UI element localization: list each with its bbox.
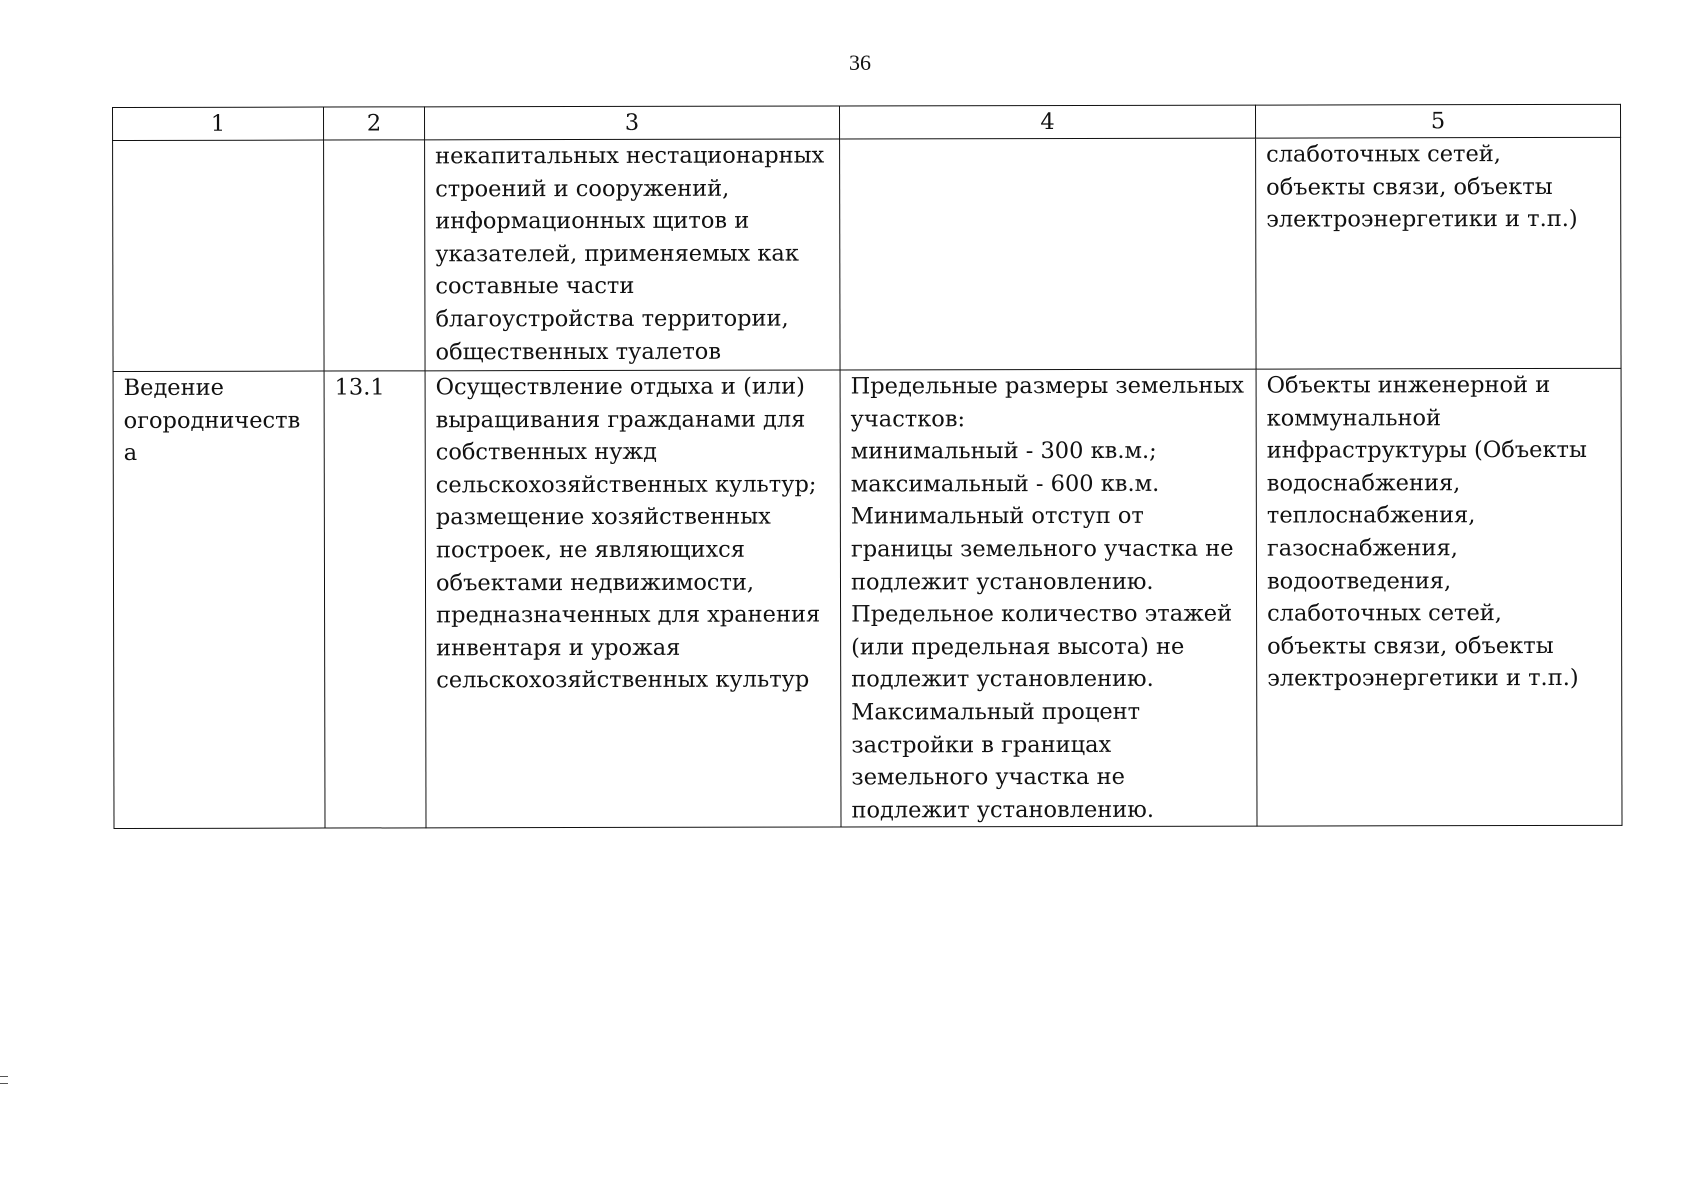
- table-row: [113, 368, 1622, 828]
- header-col-2: 2: [324, 107, 425, 140]
- cell-parameters: [840, 138, 1256, 370]
- zoning-table-container: [112, 104, 1622, 829]
- cell-use-description: Осуществление отдыха и (или) выращивания гражданами для собственных нужд сельскохозяйственных культур; размещение хозяйственных построек, не являющихся объектами недвижимости, предназначенных для хранения инвентаря и урожая сельскохозяйственных культур: [425, 370, 841, 828]
- cell-use-code: 13.1: [324, 371, 426, 829]
- zoning-table: [112, 104, 1623, 829]
- cell-use-name: Ведение огородничеств а: [113, 371, 325, 829]
- header-col-1: 1: [113, 107, 324, 140]
- margin-mark: [0, 1076, 8, 1084]
- cell-infrastructure: Объекты инженерной и коммунальной инфраструктуры (Объекты водоснабжения, теплоснабжения, газоснабжения, водоотведения, слаботочных сетей, объекты связи, объекты электроэнергетики и т.п.): [1256, 368, 1622, 826]
- header-row: [113, 104, 1621, 140]
- header-col-4: 4: [839, 105, 1255, 139]
- page-number: 36: [849, 50, 871, 75]
- table-row: [113, 137, 1621, 371]
- header-col-5: 5: [1255, 104, 1620, 138]
- cell-use-code: [324, 140, 425, 371]
- cell-infrastructure: слаботочных сетей, объекты связи, объекты электроэнергетики и т.п.): [1256, 137, 1621, 369]
- header-col-3: 3: [425, 106, 840, 140]
- cell-use-name: [113, 140, 324, 371]
- cell-parameters: Предельные размеры земельных участков: минимальный - 300 кв.м.; максимальный - 600 кв.м. Минимальный отступ от границы земельного участка не подлежит установлению. Предельное количество этажей (или предельная высота) не подлежит установлению. Максимальный процент застройки в границах земельного участка не подлежит установлению.: [840, 369, 1257, 827]
- cell-use-description: некапитальных нестационарных строений и сооружений, информационных щитов и указателей, применяемых как составные части благоустройства территории, общественных туалетов: [425, 139, 840, 371]
